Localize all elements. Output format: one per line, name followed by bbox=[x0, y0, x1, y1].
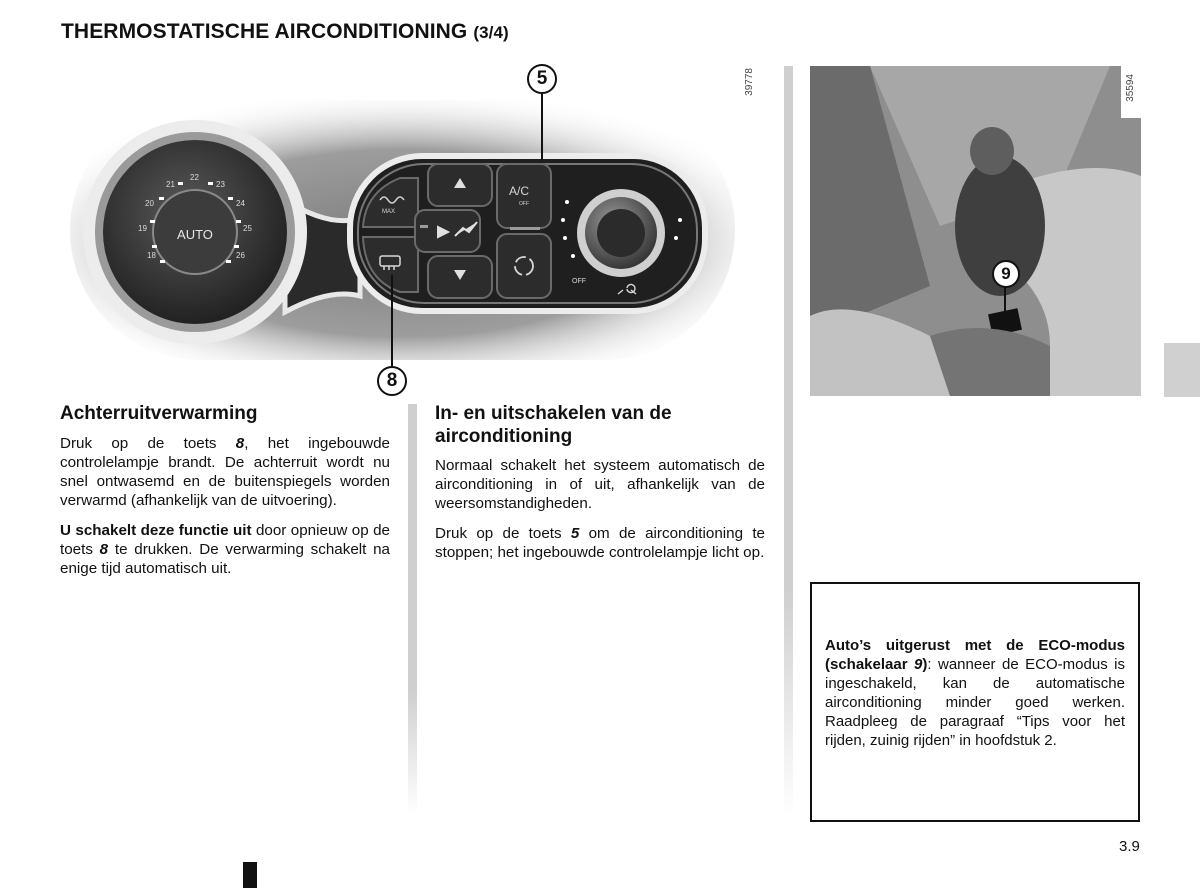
title-main: THERMOSTATISCHE AIRCONDITIONING bbox=[61, 20, 468, 43]
text-run: U schakelt deze functie uit bbox=[60, 522, 252, 539]
paragraph bbox=[435, 524, 765, 562]
max-label: MAX bbox=[382, 209, 396, 215]
text-run: Auto’s uitgerust met de ECO-modus (schakelaar bbox=[825, 637, 1125, 673]
text-run: 9 bbox=[914, 656, 923, 673]
eco-mode-note bbox=[810, 582, 1140, 822]
text-run: om de airconditioning te stoppen; het ingebouwde controlelampje licht op. bbox=[435, 525, 765, 561]
column-divider bbox=[784, 66, 793, 816]
text-run: Druk op de toets bbox=[435, 525, 571, 542]
control-panel-illustration bbox=[60, 60, 780, 400]
text-run: 8 bbox=[99, 541, 109, 558]
fan-knob-center bbox=[597, 209, 645, 257]
callout-5: 5 bbox=[527, 64, 557, 94]
text-run: Normaal schakelt het systeem automatisch de airconditioning in of uit, afhankelijk van de weersomstandigheden. bbox=[435, 457, 765, 512]
callout-9: 9 bbox=[992, 260, 1020, 288]
note-text bbox=[825, 636, 1125, 750]
dial-tick-label: 24 bbox=[236, 199, 245, 208]
dial-auto-label: AUTO bbox=[177, 227, 213, 242]
paragraph bbox=[435, 456, 765, 513]
dial-tick-label: 22 bbox=[190, 173, 199, 182]
paragraph bbox=[60, 521, 390, 578]
dial-tick-label: 21 bbox=[166, 180, 175, 189]
section-ac-switch bbox=[435, 402, 765, 573]
ac-indicator-led bbox=[510, 227, 540, 230]
dial-tick-label: 26 bbox=[236, 251, 245, 260]
text-run: Druk op de toets bbox=[60, 435, 236, 452]
recirculation-button[interactable] bbox=[497, 234, 551, 298]
dial-tick-label: 25 bbox=[243, 224, 252, 233]
chapter-tab bbox=[1164, 343, 1200, 397]
callout-8: 8 bbox=[377, 366, 407, 396]
dial-tick-label: 19 bbox=[138, 224, 147, 233]
column-divider bbox=[408, 404, 417, 814]
section-heading: Achterruitverwarming bbox=[60, 403, 258, 424]
text-run: : wanneer de ECO-modus is ingeschakeld, kan de automatische airconditioning minder goed werken. Raadpleeg de paragraaf “Tips voor het rijden, zuinig rijden” in hoofdstuk 2. bbox=[825, 656, 1125, 749]
page-title bbox=[61, 20, 509, 44]
dial-tick-label: 23 bbox=[216, 180, 225, 189]
text-run: ) bbox=[922, 656, 928, 673]
ac-label: A/C bbox=[509, 184, 530, 198]
figure-number: 35594 bbox=[1125, 74, 1136, 102]
fan-off-label: OFF bbox=[572, 278, 586, 285]
text-run: 8 bbox=[235, 435, 245, 452]
dial-tick-label: 20 bbox=[145, 199, 154, 208]
paragraph bbox=[60, 434, 390, 510]
console-illustration bbox=[810, 66, 1141, 396]
indicator-led bbox=[420, 225, 428, 228]
title-part: (3/4) bbox=[473, 23, 509, 42]
text-run: door opnieuw op de toets bbox=[60, 522, 390, 558]
text-run: 5 bbox=[570, 525, 580, 542]
section-rear-window-heating bbox=[60, 402, 390, 589]
control-panel-figure bbox=[60, 60, 780, 400]
page-marker bbox=[243, 862, 257, 888]
figure-number: 39778 bbox=[744, 68, 755, 96]
page-number: 3.9 bbox=[1119, 838, 1140, 855]
text-run: te drukken. De verwarming schakelt na enige tijd automatisch uit. bbox=[60, 541, 390, 577]
text-run: , het ingebouwde controlelampje brandt. De achterruit wordt nu snel ontwasemd en de buitenspiegels worden verwarmd (afhankelijk van de uitvoering). bbox=[60, 435, 390, 509]
ac-off-label: OFF bbox=[519, 201, 529, 207]
dial-tick-label: 18 bbox=[147, 251, 156, 260]
eco-switch-photo bbox=[810, 66, 1141, 396]
section-heading: In- en uitschakelen van de airconditioning bbox=[435, 403, 672, 447]
